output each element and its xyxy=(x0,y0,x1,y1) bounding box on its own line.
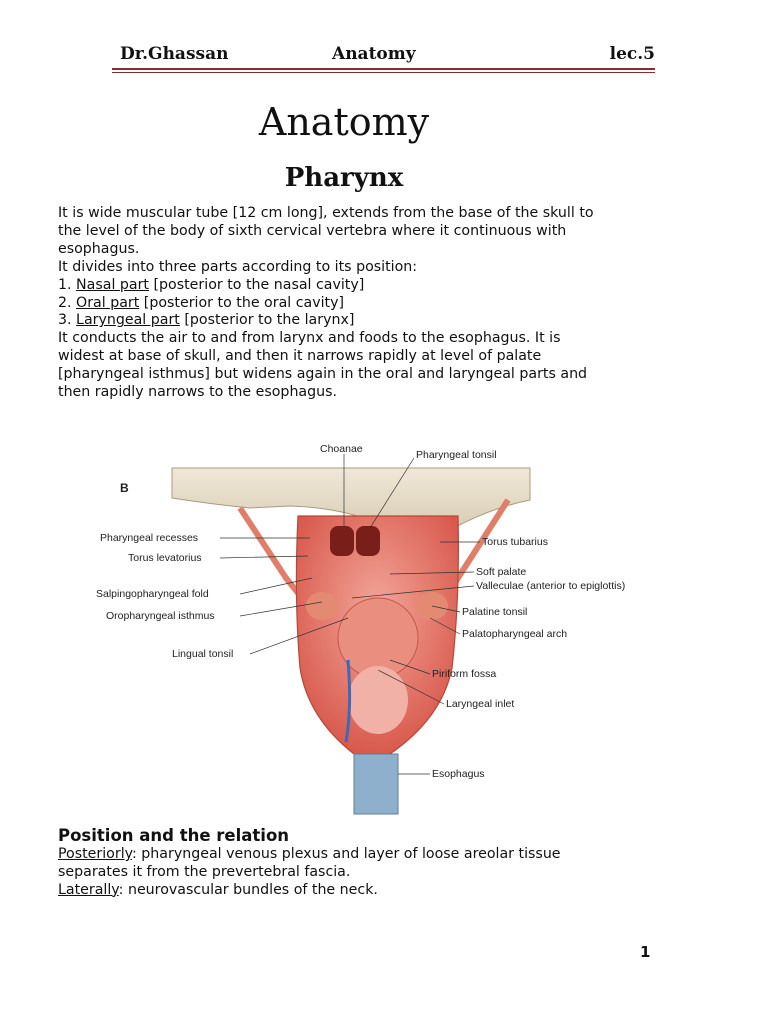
header-subject: Anatomy xyxy=(332,44,416,64)
page-title: Anatomy xyxy=(258,100,430,144)
intro-line: It is wide muscular tube [12 cm long], extends from the base of the skull to xyxy=(58,205,594,221)
section-heading: Position and the relation xyxy=(58,826,290,845)
relation-lateral: Laterally: neurovascular bundles of the neck. xyxy=(58,881,378,898)
label-torus-levatorius: Torus levatorius xyxy=(128,552,202,564)
page-number: 1 xyxy=(640,943,651,961)
page-header xyxy=(120,44,655,66)
palatine-tonsil-left xyxy=(306,592,338,620)
header-author: Dr.Ghassan xyxy=(120,44,229,64)
label-pharyngeal-tonsil: Pharyngeal tonsil xyxy=(416,449,497,461)
figure-panel-letter: B xyxy=(120,481,129,495)
relations-text xyxy=(58,846,658,900)
intro-line: It conducts the air to and from larynx and foods to the esophagus. It is xyxy=(58,330,561,347)
label-esophagus: Esophagus xyxy=(432,768,485,780)
label-pharyngeal-recesses: Pharyngeal recesses xyxy=(100,532,199,544)
page-subtitle: Pharynx xyxy=(284,163,404,193)
relation-posterior: Posteriorly: pharyngeal venous plexus and layer of loose areolar tissue xyxy=(58,846,561,862)
label-soft-palate: Soft palate xyxy=(476,566,527,578)
intro-line: It divides into three parts according to its position: xyxy=(58,258,418,275)
label-lingual-tonsil: Lingual tonsil xyxy=(172,648,234,660)
choana-right xyxy=(356,526,380,556)
header-rule-thin xyxy=(112,72,655,73)
part-item: 2. Oral part [posterior to the oral cavity] xyxy=(58,294,345,311)
part-item: 1. Nasal part [posterior to the nasal cavity] xyxy=(58,276,365,293)
label-palatopharyngeal-arch: Palatopharyngeal arch xyxy=(462,628,568,640)
intro-line: then rapidly narrows to the esophagus. xyxy=(58,384,338,401)
intro-text xyxy=(58,205,658,402)
label-oropharyngeal-isthmus: Oropharyngeal isthmus xyxy=(106,610,215,622)
part-item: 3. Laryngeal part [posterior to the larynx] xyxy=(58,312,355,329)
choana-left xyxy=(330,526,354,556)
label-palatine-tonsil: Palatine tonsil xyxy=(462,606,528,618)
esophagus-tube xyxy=(354,754,398,814)
header-rule xyxy=(112,68,655,70)
label-valleculae: Valleculae (anterior to epiglottis) xyxy=(476,580,626,592)
vessel-left xyxy=(240,508,302,598)
intro-line: widest at base of skull, and then it narrows rapidly at level of palate xyxy=(58,348,542,365)
label-torus-tubarius: Torus tubarius xyxy=(482,536,548,548)
intro-line: the level of the body of sixth cervical vertebra where it continuous with xyxy=(58,222,567,239)
intro-line: esophagus. xyxy=(58,240,140,257)
label-salpingopharyngeal-fold: Salpingopharyngeal fold xyxy=(96,588,209,600)
intro-line: [pharyngeal isthmus] but widens again in the oral and laryngeal parts and xyxy=(58,366,588,383)
label-choanae: Choanae xyxy=(320,443,363,455)
header-lecture: lec.5 xyxy=(609,44,655,64)
pharynx-illustration xyxy=(90,438,670,820)
laryngeal-inlet xyxy=(348,666,408,734)
label-piriform-fossa: Piriform fossa xyxy=(432,668,497,680)
relation-posterior-cont: separates it from the prevertebral fascia. xyxy=(58,863,351,880)
label-laryngeal-inlet: Laryngeal inlet xyxy=(446,698,515,710)
